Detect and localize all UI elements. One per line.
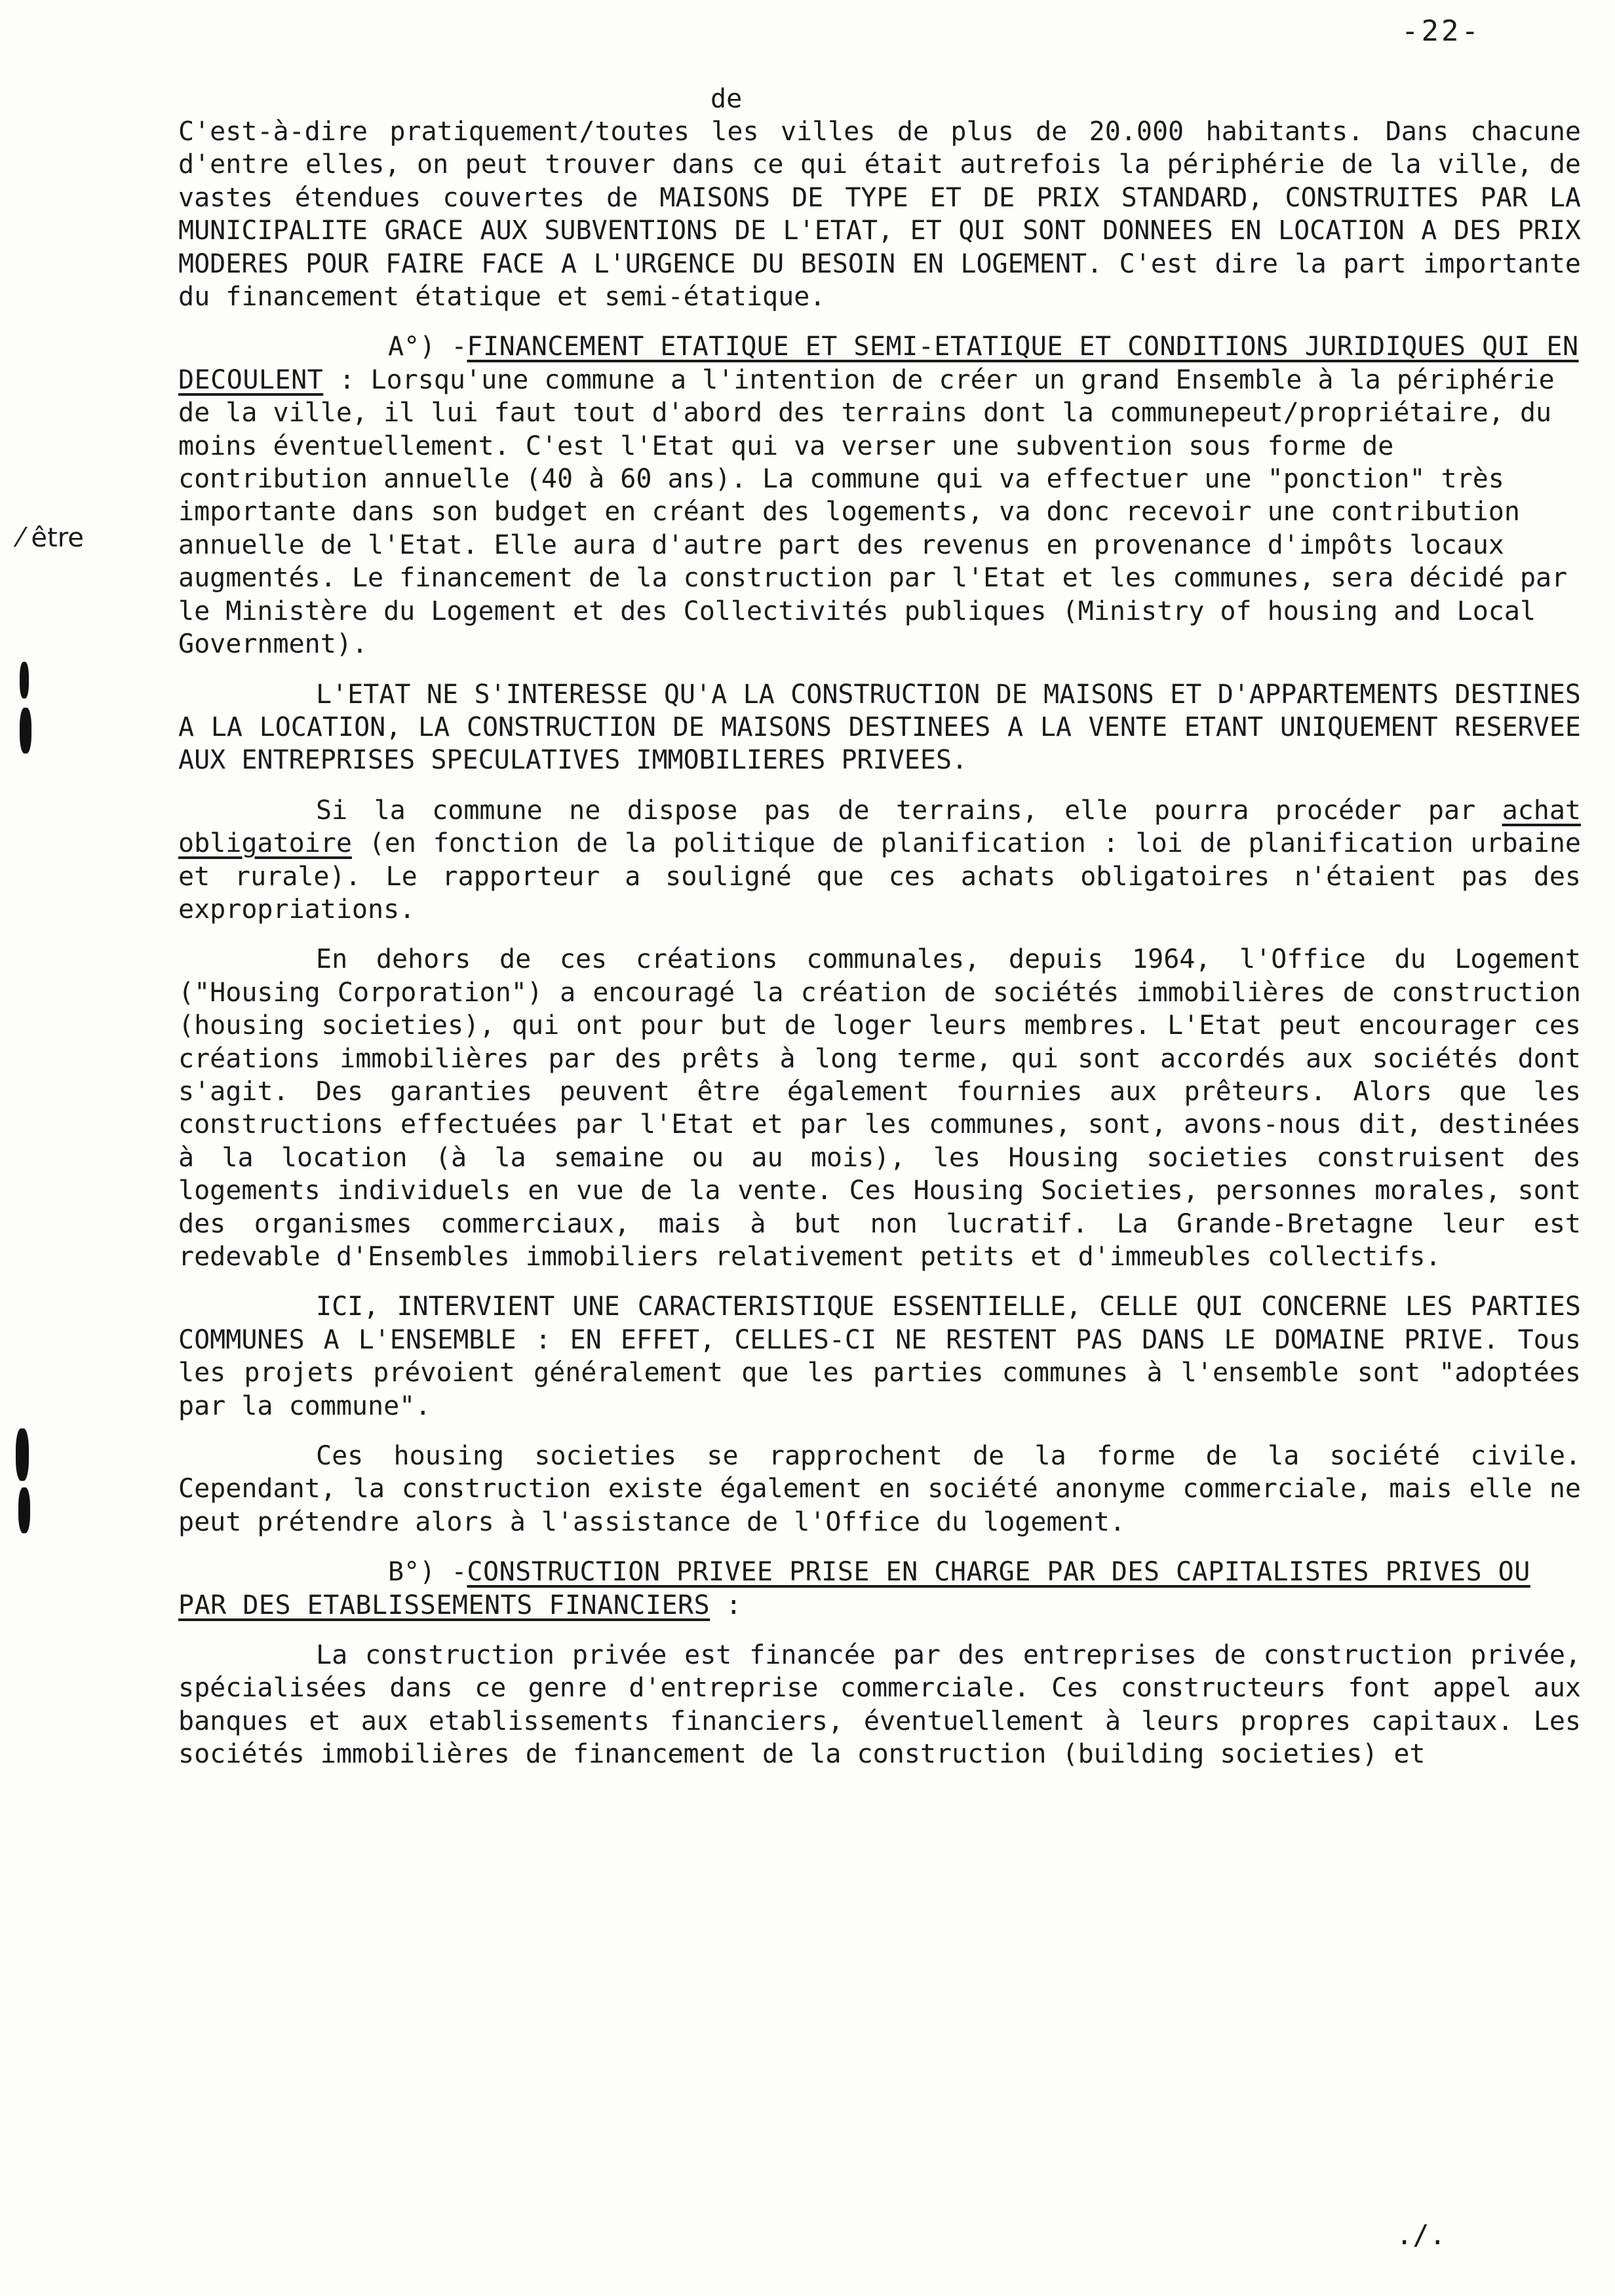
paragraph-text: Ces housing societies se rapprochent de la forme de la société civile. Cependant, la construction existe également en société anonyme commerciale, mais elle ne peut prétendre alors à l'assistance de l'Office du logement. [178,1441,1581,1537]
section-body: : Lorsqu'une commune a l'intention de créer un grand Ensemble à la périphérie de la ville, il lui faut tout d'abord des terrains dont la communepeut/propriétaire, du moins éventuellement. C'est l'Etat qui va verser une subvention sous forme de contribution annuelle (40 à 60 ans). La commune qui va effectuer une "ponction" très importante dans son budget en créant des logements, va donc recevoir une contribution annuelle de l'Etat. Elle aura d'autre part des revenus en provenance d'impôts locaux augmentés. Le financement de la construction par l'Etat et les communes, sera décidé par le Ministère du Logement et des Collectivités publiques (Ministry of housing and Local Government). [178,364,1568,660]
paragraph [178,1290,1581,1423]
section-label: A°) - [388,332,467,362]
paragraph [178,943,1581,1273]
paragraph [178,1639,1581,1771]
paragraph [178,678,1581,777]
paragraph-text: La construction privée est financée par des entreprises de construction privée, spécialisées dans ce genre d'entreprise commerciale. Ces constructeurs font appel aux banques et aux etablissements financiers, éventuellement à leurs propres capitaux. Les sociétés immobilières de financement de la construction (building societies) et [178,1640,1581,1770]
paragraph: C'est-à-dire pratiquement/toutes les villes de plus de 20.000 habitants. Dans chacune d'entre elles, on peut trouver dans ce qui était autrefois la périphérie de la ville, de vastes étendues couvertes de MAISONS DE TYPE ET DE PRIX STANDARD, CONSTRUITES PAR LA MUNICIPALITE GRACE AUX SUBVENTIONS DE L'ETAT, ET QUI SONT DONNEES EN LOCATION A DES PRIX MODERES POUR FAIRE FACE A L'URGENCE DU BESOIN EN LOGEMENT. C'est dire la part importante du financement étatique et semi-étatique. [178,117,1581,313]
margin-ink-mark [20,662,29,698]
section-label: B°) - [388,1557,467,1588]
margin-annotation: ⁄ être [18,523,84,553]
section-title: CONSTRUCTION PRIVEE PRISE EN CHARGE PAR DES CAPITALISTES PRIVES OU PAR DES ETABLISSEMENTS FINANCIERS [178,1557,1530,1620]
paragraph-text: (en fonction de la politique de planification : loi de planification urbaine et rurale). Le rapporteur a souligné que ces achats obligatoires n'étaient pas des expropriations. [178,828,1581,925]
section-body: : [710,1590,742,1620]
continuation-mark: ./. [1396,2219,1446,2251]
section-heading-a [178,330,1581,660]
paragraph-text: L'ETAT NE S'INTERESSE QU'A LA CONSTRUCTION DE MAISONS ET D'APPARTEMENTS DESTINES A LA LOCATION, LA CONSTRUCTION DE MAISONS DESTINEES A LA VENTE ETANT UNIQUEMENT RESERVEE AUX ENTREPRISES SPECULATIVES IMMOBILIERES PRIVEES. [178,679,1581,776]
body-text [178,115,1581,1771]
paragraph-text: ICI, INTERVIENT UNE CARACTERISTIQUE ESSENTIELLE, CELLE QUI CONCERNE LES PARTIES COMMUNES A L'ENSEMBLE : EN EFFET, CELLES-CI NE RESTENT PAS DANS LE DOMAINE PRIVE. Tous les projets prévoient généralement que les parties communes à l'ensemble sont "adoptées par la commune". [178,1292,1581,1421]
underlined-term: achat obligatoire [178,795,1581,859]
margin-ink-mark [18,1487,30,1533]
margin-ink-mark [20,708,31,754]
margin-ink-mark [16,1428,29,1481]
section-heading-b [178,1556,1581,1622]
page-number: -22- [1401,14,1481,48]
handwritten-insertion: de [710,84,743,114]
paragraph [178,1440,1581,1539]
paragraph [178,794,1581,927]
paragraph-text: En dehors de ces créations communales, depuis 1964, l'Office du Logement ("Housing Corporation") a encouragé la création de sociétés immobilières de construction (housing societies), qui ont pour but de loger leurs membres. L'Etat peut encourager ces créations immobilières par des prêts à long terme, qui sont accordés aux sociétés dont s'agit. Des garanties peuvent être également fournies aux prêteurs. Alors que les constructions effectuées par l'Etat et par les communes, sont, avons-nous dit, destinées à la location (à la semaine ou au mois), les Housing societies construisent des logements individuels en vue de la vente. Ces Housing Societies, personnes morales, sont des organismes commerciaux, mais à but non lucratif. La Grande-Bretagne leur est redevable d'Ensembles immobiliers relativement petits et d'immeubles collectifs. [178,944,1581,1272]
paragraph-text: Si la commune ne dispose pas de terrains, elle pourra procéder par [316,795,1502,826]
section-title: FINANCEMENT ETATIQUE ET SEMI-ETATIQUE ET CONDITIONS JURIDIQUES QUI EN DECOULENT [178,332,1579,395]
